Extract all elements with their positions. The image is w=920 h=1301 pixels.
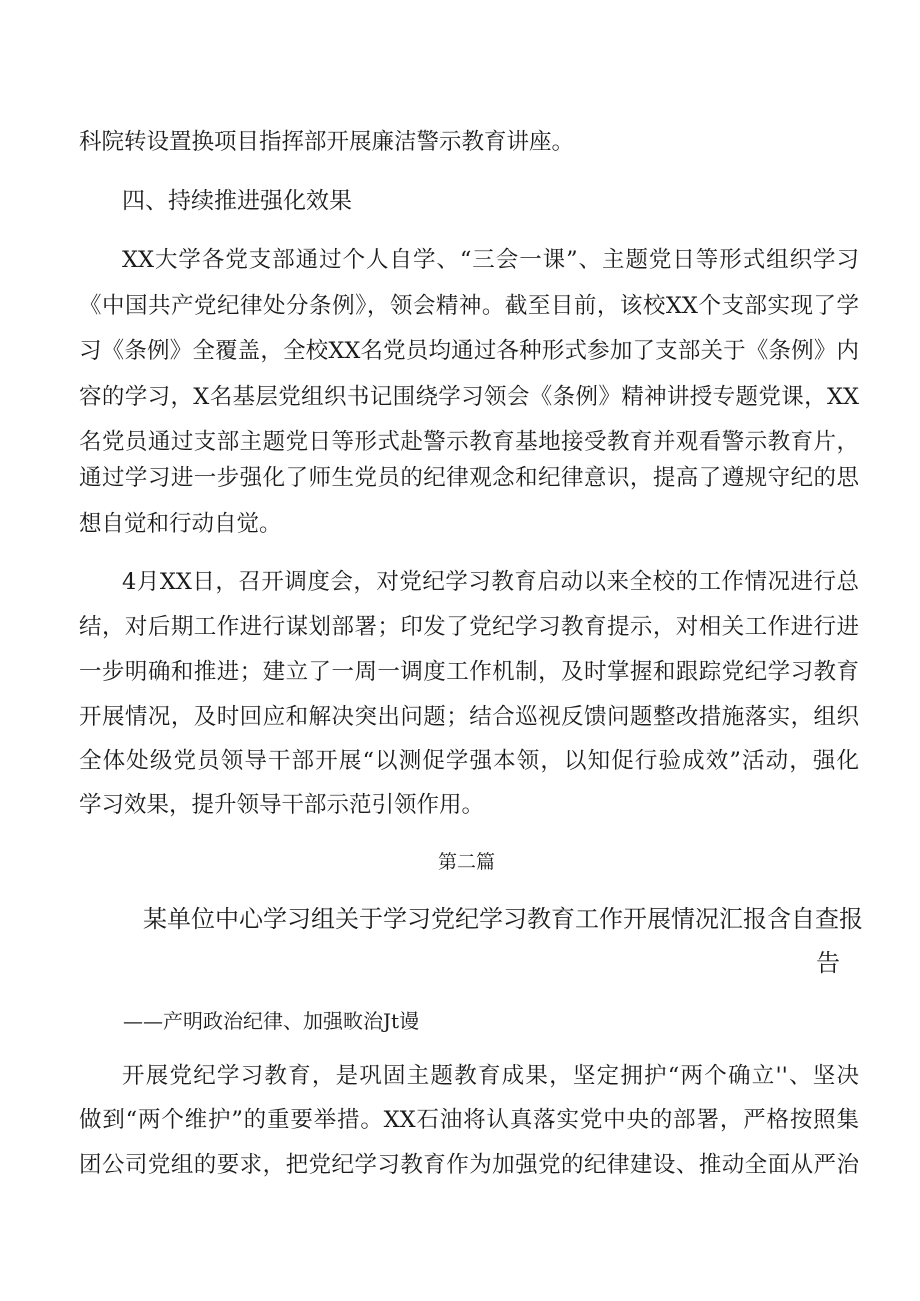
- paragraph-1-line: 想自觉和行动自觉。: [79, 511, 282, 537]
- paragraph-2-line: 全体处级党员领导干部开展“以测促学强本领，以知促行验成效”活动，强化: [79, 748, 859, 774]
- paragraph-1-line: 《中国共产党纪律处分条例》，领会精神。截至目前，该校XX个支部实现了学: [79, 293, 859, 319]
- paragraph-1-line: 容的学习，X名基层党组织书记围绕学习领会《条例》精神讲授专题党课，XX: [79, 384, 859, 410]
- top-fragment-line: 科院转设置换项目指挥部开展廉洁警示教育讲座。: [79, 129, 575, 155]
- paragraph-2-line: 开展情况，及时回应和解决突出问题；结合巡视反馈问题整改措施落实，组织: [79, 704, 859, 730]
- paragraph-3-line: 开展党纪学习教育，是巩固主题教育成果，坚定拥护“两个确立''、坚决: [122, 1063, 859, 1089]
- section-4-heading: 四、持续推进强化效果: [122, 188, 352, 214]
- paragraph-3-line: 做到“两个维护”的重要举措。XX石油将认真落实党中央的部署，严格按照集: [79, 1107, 859, 1133]
- title-line: 告: [816, 949, 840, 977]
- paragraph-1-line: 名党员通过支部主题党日等形式赴警示教育基地接受教育并观看警示教育片，: [79, 429, 859, 455]
- paragraph-1-line: 通过学习进一步强化了师生党员的纪律观念和纪律意识，提高了遵规守纪的思: [79, 465, 859, 491]
- paragraph-2-line: 一步明确和推进；建立了一周一调度工作机制，及时掌握和跟踪党纪学习教育: [79, 659, 859, 685]
- paragraph-3-line: 团公司党组的要求，把党纪学习教育作为加强党的纪律建设、推动全面从严治: [79, 1152, 859, 1178]
- paragraph-2-line: 学习效果，提升领导干部示范引领作用。: [79, 792, 485, 818]
- chapter-label: 第二篇: [438, 851, 496, 873]
- paragraph-1-line: XX大学各党支部通过个人自学、“三会一课”、主题党日等形式组织学习: [122, 247, 859, 273]
- title-line: 某单位中心学习组关于学习党纪学习教育工作开展情况汇报含自查报: [143, 905, 863, 933]
- paragraph-1-line: 习《条例》全覆盖，全校XX名党员均通过各种形式参加了支部关于《条例》内: [79, 338, 859, 364]
- paragraph-2-line: 4月XX日，召开调度会，对党纪学习教育启动以来全校的工作情况进行总: [122, 569, 859, 595]
- paragraph-2-line: 结，对后期工作进行谋划部署；印发了党纪学习教育提示，对相关工作进行进: [79, 614, 859, 640]
- document-subtitle: ——产明政治纪律、加强畋治Jt谩: [123, 1009, 420, 1033]
